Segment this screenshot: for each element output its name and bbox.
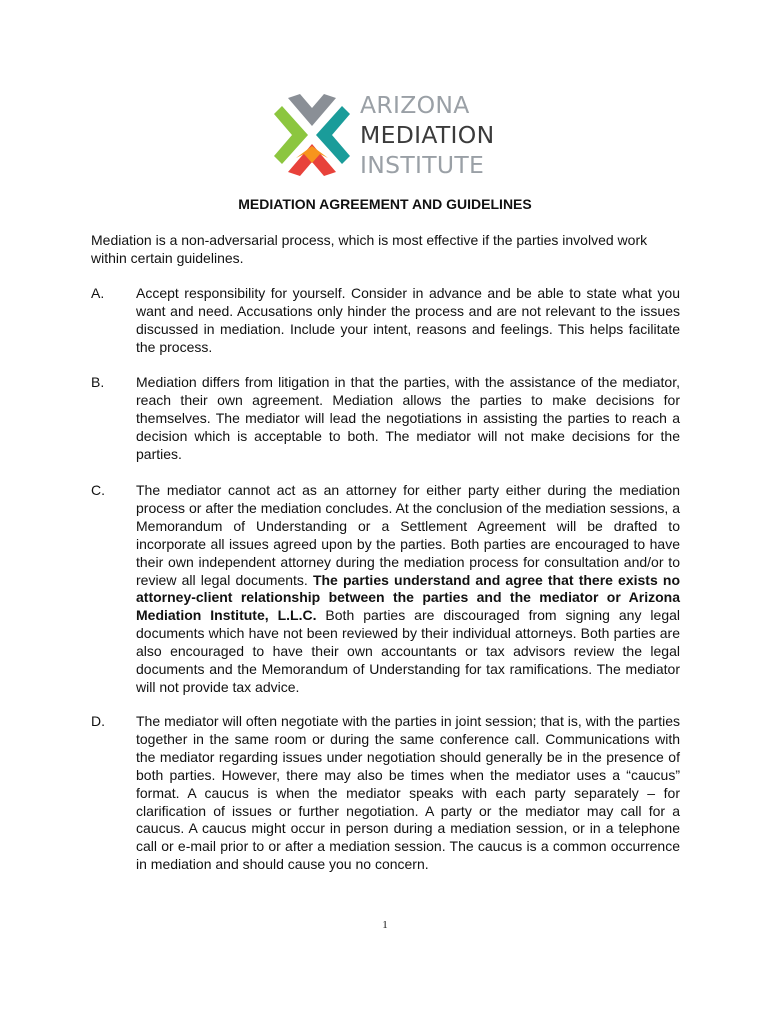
item-text: The mediator will often negotiate with the parties in joint session; that is, with the parties together in the same room or during the same conference call. Communications with the mediator regarding issues under negotiation should generally be in the presence of both parties. However, there may also be times when the mediator uses a “caucus” format. A caucus is when the mediator speaks with each party separately – for clarification of issues or further negotiation. A party or the mediator may call for a caucus. A caucus might occur in person during a mediation session, or in a telephone call or e-mail prior to or after a mediation session. The caucus is a common occurrence in mediation and should cause you no concern. bbox=[136, 713, 680, 873]
logo-word-mediation: MEDIATION bbox=[360, 121, 495, 149]
logo-word-arizona: ARIZONA bbox=[360, 91, 470, 119]
page-number: 1 bbox=[382, 919, 388, 931]
item-text: Accept responsibility for yourself. Consider in advance and be able to state what you want and need. Accusations only hinder the process and are not relevant to the issues discussed in mediation. Include your intent, reasons and feelings. This helps facilitate the process. bbox=[136, 285, 680, 355]
document-title: MEDIATION AGREEMENT AND GUIDELINES bbox=[238, 196, 532, 212]
item-text-before: The mediator cannot act as an attorney for either party either during the mediation process or after the mediation concludes. At the conclusion of the mediation sessions, a Memorandum of Understanding or a Settlement Agreement will be drafted to incorporate all issues agreed upon by the parties. Both parties are encouraged to have their own independent attorney during the mediation process for consultation and/or to review all legal documents. bbox=[136, 482, 680, 588]
item-letter: B. bbox=[91, 374, 105, 390]
item-text-after: Both parties are discouraged from signing any legal documents which have not been reviewed by their individual attorneys. Both parties are also encouraged to have their own accountants or tax advisors review the legal documents and the Memorandum of Understanding for tax ramifications. The mediator will not provide tax advice. bbox=[136, 607, 680, 695]
item-letter: A. bbox=[91, 285, 105, 301]
logo-chevron-mark-icon bbox=[270, 92, 354, 178]
intro-paragraph: Mediation is a non-adversarial process, which is most effective if the parties involved work within certain guidelines. bbox=[91, 232, 648, 266]
company-logo bbox=[270, 88, 510, 184]
item-letter: D. bbox=[91, 713, 105, 729]
item-letter: C. bbox=[91, 482, 105, 498]
item-text: Mediation differs from litigation in that the parties, with the assistance of the mediator, reach their own agreement. Mediation allows the parties to make decisions for themselves. The mediator will lead the negotiations in assisting the parties to reach a decision which is acceptable to both. The mediator will not make decisions for the parties. bbox=[136, 374, 680, 462]
logo-word-institute: INSTITUTE bbox=[360, 151, 485, 179]
item-text bbox=[136, 482, 680, 697]
item-text-bold: The parties understand and agree that there exists no attorney-client relationship between the parties and the mediator or Arizona Mediation Institute, L.L.C. bbox=[136, 571, 680, 624]
logo-wordmark bbox=[360, 90, 494, 180]
